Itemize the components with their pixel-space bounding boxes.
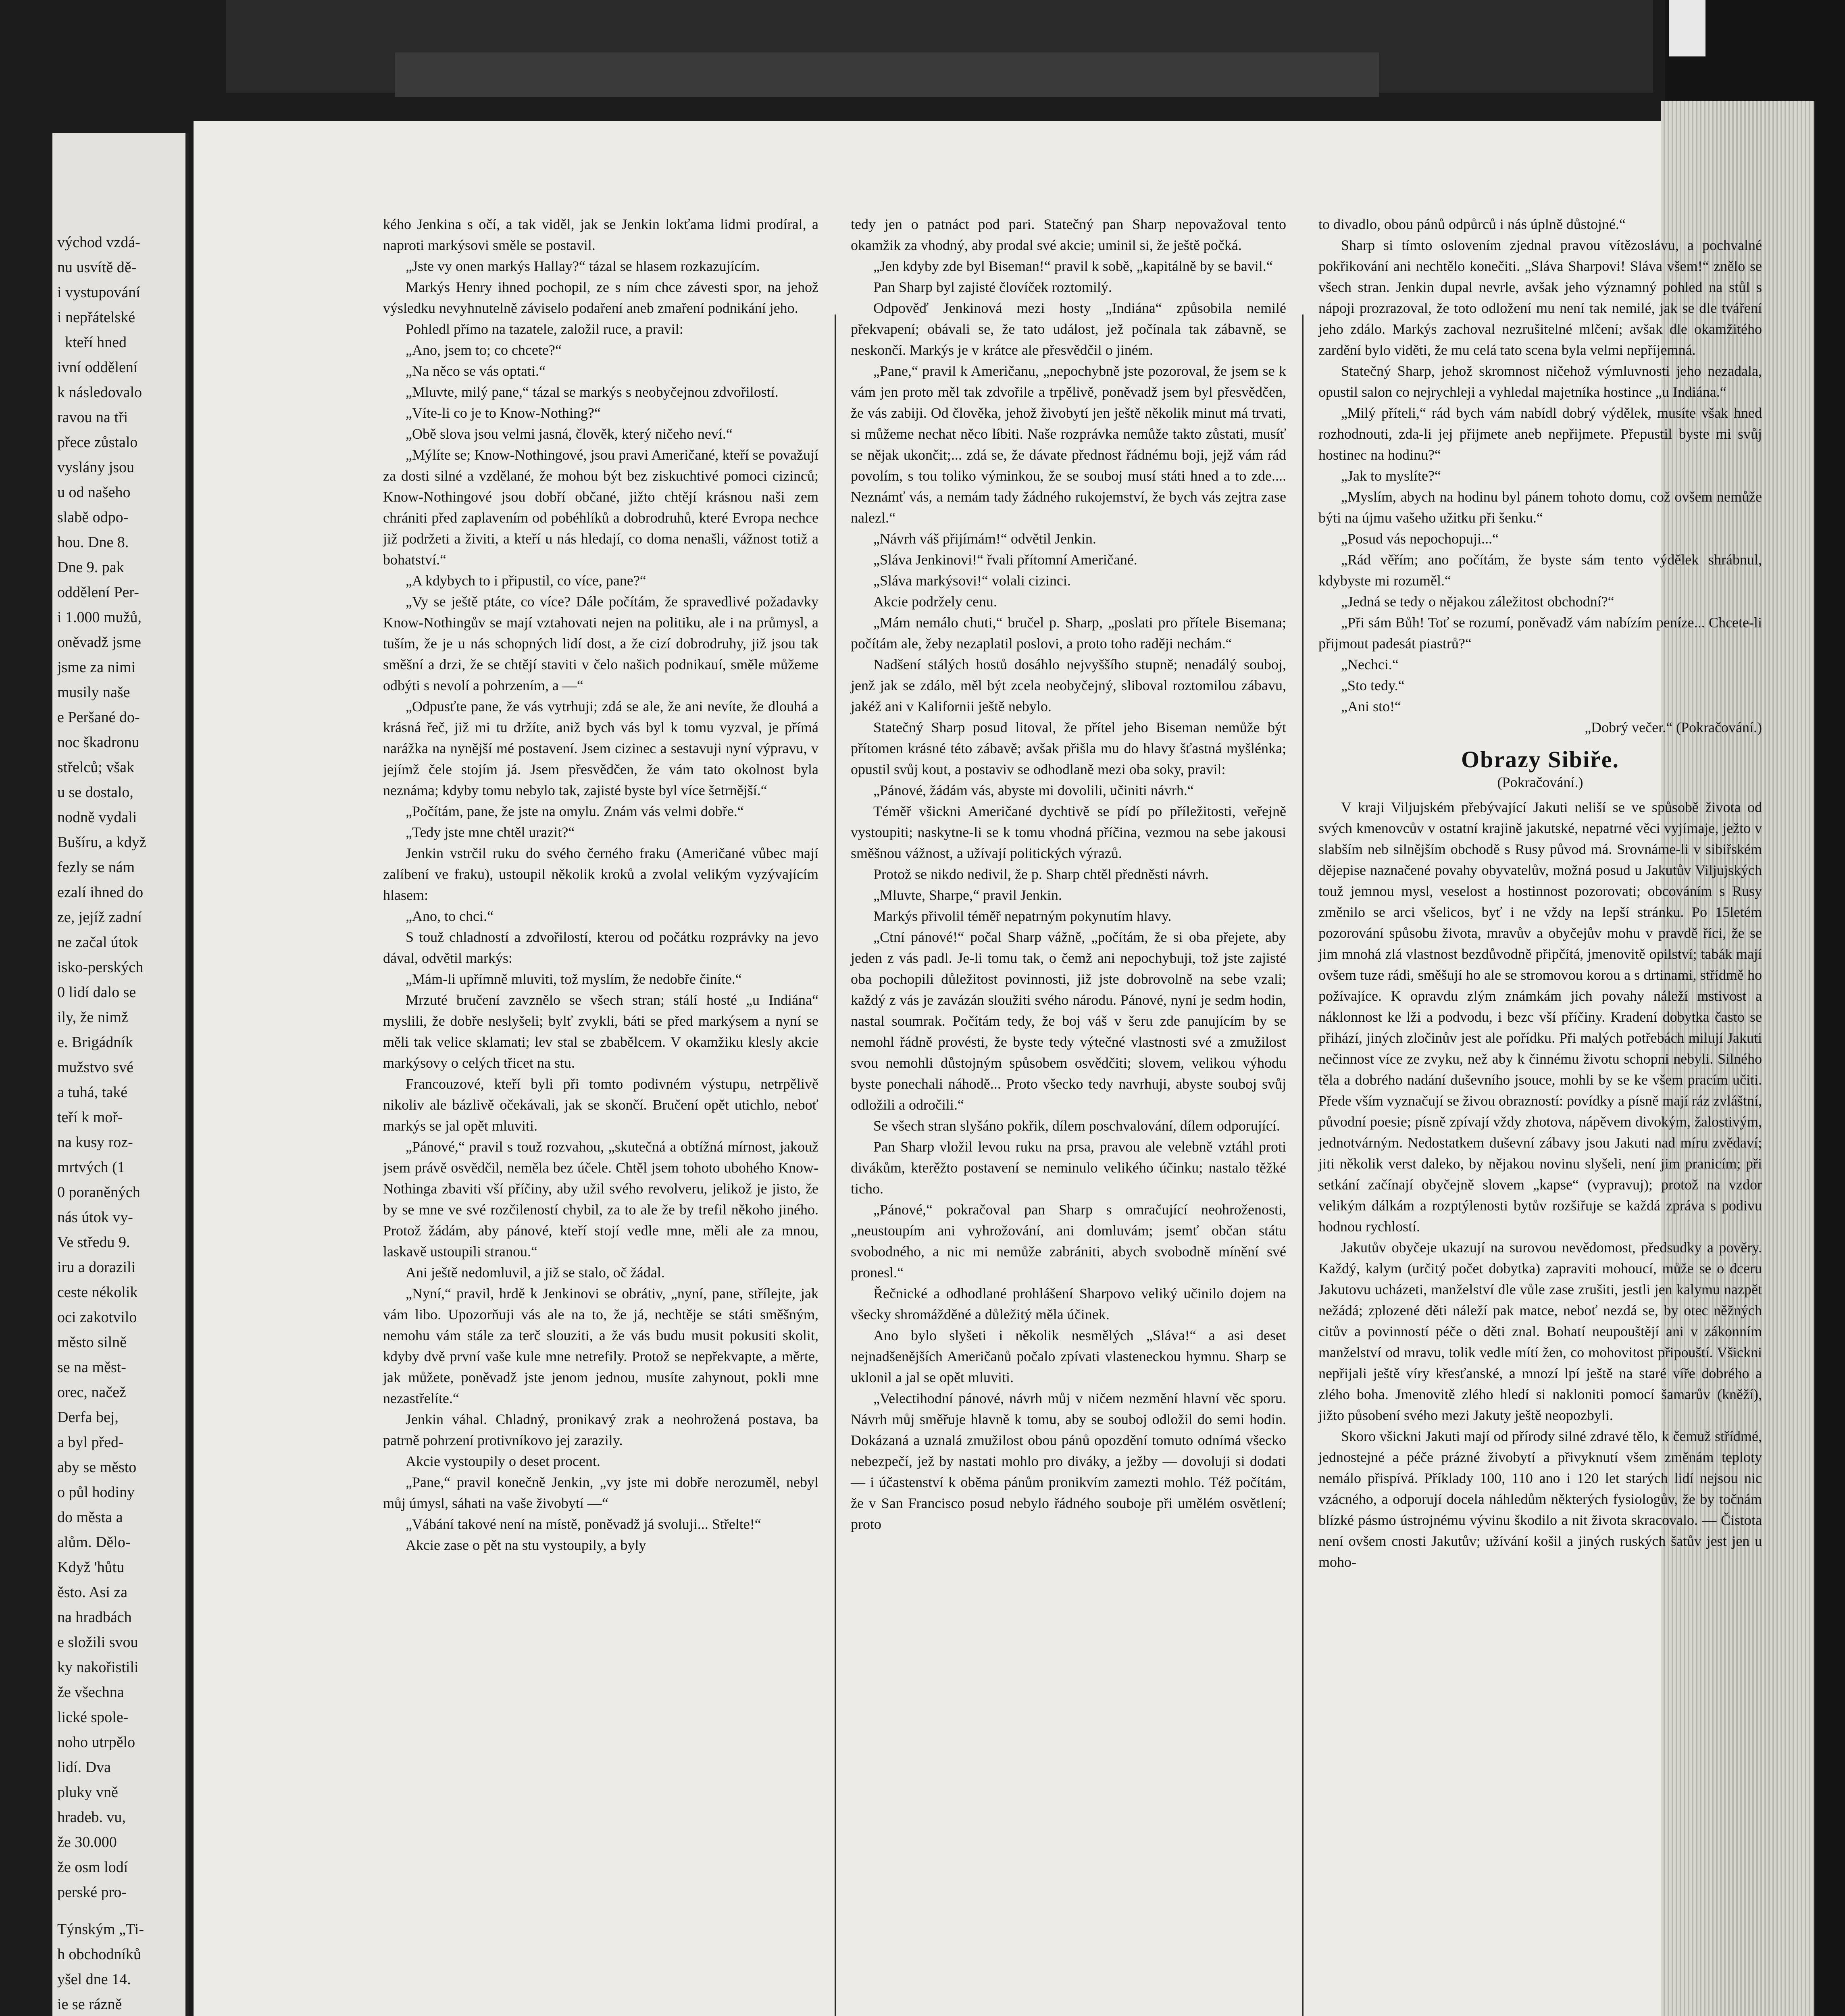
left-page-line: a tuhá, také	[57, 1084, 128, 1101]
paragraph: Akcie zase o pět na stu vystoupily, a byly	[406, 1537, 646, 1553]
paragraph: „Pane,“ pravil konečně Jenkin, „vy jste mi dobře nerozuměl, nebyl můj úmysl, sáhati na vaše živobytí —“	[383, 1474, 818, 1511]
left-page-line: e složili svou	[57, 1634, 138, 1651]
column-3-story	[1318, 214, 1762, 738]
paragraph: Akcie vystoupily o deset procent.	[406, 1453, 600, 1469]
paragraph: „Obě slova jsou velmi jasná, člověk, který ničeho neví.“	[406, 426, 733, 442]
column-3-article	[1318, 797, 1762, 1572]
left-page-line: Bušíru, a když	[57, 834, 146, 851]
left-page-line: teří k moř-	[57, 1109, 123, 1126]
white-corner	[1669, 0, 1705, 56]
left-page-line: ze, jejíž zadní	[57, 909, 142, 926]
paragraph: V kraji Viljujském přebývající Jakuti neliší se ve spůsobě života od svých kmenovcův v ostatní krajině jakutské, nepatrné věci vyjímaje, ježto v slabším neb silnějším obchodě s Rusy původ má. Srovnáme-li v sibiřském dějepise naznačené povahy obyvatelův, možná posud u Jakutův Viljujských touž jemnou mysl, veselost a hostinnost pozorovati; obcováním s Rusy změnilo se arci všelicos, byť i ne vždy na lepší stránku. Po 15letém pozorování spůsobu života, mravův a obyčejův mohu v pravdě říci, že se jim mnohá zlá vlastnost bezdůvodně připčítá, jmenovitě opilství; tabák mají ovšem tuze rádi, směšují ho ale se stromovou korou a s drtinami, střídmě ho požívajíce. K opravdu zlým známkám jich povahy náleží mstivost a náklonnost ke lži a podvodu, i bezc vší příčiny. Kradení dobytka často se přihází, jiných zločinův jest ale pořídku. Při malých potřebách milují Jakuti nečinnost více ze zvyku, než aby k činnému životu schopni nebyli. Silného těla a dobrého nadání duševního jsouce, mohli by se ke všem pracím učiti. Přede vším vyznačují se živou obrazností: povídky a písně mají ráz zvláštní, původní poesie; písně zpívají vždy zhotova, nápěvem divokým, žalostivým, jednotvárným. Nedostatkem duševní zábavy jsou Jakuti nad míru zvědaví; jiti několik verst daleko, by nějakou novinu slyšeli, není jim pranicím; při setkání začínají obyčejně slovem „kapse“ (vypravuj); protož na vzdor velikým dálkám a rozptýlenosti bytův rozšiřuje se každá zpráva s podivu hodnou rychlostí.	[1318, 799, 1762, 1235]
left-page-line: východ vzdá-	[57, 234, 140, 251]
left-page-line: hou. Dne 8.	[57, 534, 129, 551]
paragraph: „A kdybych to i připustil, co více, pane?“	[406, 573, 646, 589]
left-page-line: ezalí ihned do	[57, 884, 144, 901]
paragraph: Protož se nikdo nedivil, že p. Sharp chtěl předněsti návrh.	[873, 866, 1209, 882]
column-1	[383, 214, 818, 1556]
newspaper-page	[194, 121, 1762, 2016]
section-heading: Obrazy Sibiře.	[1461, 746, 1620, 773]
paragraph: Sharp si tímto oslovením zjednal pravou vítězoslávu, a pochvalné pokřikování ani nechtělo konečiti. „Sláva Sharpovi! Sláva všem!“ znělo se všech stran. Jenkin dupal nevrle, avšak jeho významný pohled na stůl s nápoji prozrazoval, že toto odložení mu není tak nemilé, jak se dle tváření jeho zdálo. Markýs zachoval nezrušitelné mlčení; avšak dle okamžitého zardění bylo viděti, že mu celá tato scena byla velmi nepříjemná.	[1318, 237, 1762, 358]
paragraph: Jenkin váhal. Chladný, pronikavý zrak a neohrožená postava, ba patrně pohrzení protivníkovo jej zarazily.	[383, 1411, 818, 1448]
paragraph: „Počítám, pane, že jste na omylu. Znám vás velmi dobře.“	[406, 803, 744, 819]
left-page-line: noc škadronu	[57, 734, 140, 751]
left-page-line: i nepřátelské	[57, 309, 135, 326]
left-page-line: e. Brigádník	[57, 1034, 133, 1051]
left-page-text-upper	[57, 230, 189, 2016]
left-page-line: e Peršané do-	[57, 709, 140, 726]
paragraph: Pohledl přímo na tazatele, založil ruce, a pravil:	[406, 321, 683, 337]
paragraph: „Pane,“ pravil k Američanu, „nepochybně jste pozoroval, že jsem se k vám jen proto měl tak zdvořile a trpělivě, poněvadž jsem byl přesvědčen, že vás zabiji. Od člověka, jehož živobytí jen ještě několik minut má trvati, si můžeme nechat něco líbiti. Naše rozprávka nemůže takto zůstati, musíť se nějak ukončit;... zdá se, že dávate přednost řádnému boji, jejž vám rád povolím, s tou toliko výminkou, že se souboj musí státi hned a to zde.... Neznámť vás, a nemám tady žádného rukojemství, že bych vás zejtra zase nalezl.“	[851, 363, 1286, 526]
paragraph: „Mluvte, Sharpe,“ pravil Jenkin.	[873, 887, 1062, 903]
paragraph: kého Jenkina s očí, a tak viděl, jak se Jenkin lokťama lidmi prodíral, a naproti markýsovi směle se postavil.	[383, 216, 818, 253]
left-page-line: Ve středu 9.	[57, 1234, 130, 1251]
paragraph: „Posud vás nepochopuji...“	[1341, 531, 1499, 547]
paragraph: Akcie podržely cenu.	[873, 594, 997, 610]
paragraph: „Nechci.“	[1341, 656, 1399, 673]
left-page-line: lické spole-	[57, 1709, 129, 1726]
paragraph: „Dobrý večer.“ (Pokračování.)	[1585, 719, 1762, 735]
left-page-line: musily naše	[57, 684, 130, 701]
column-3	[1318, 214, 1762, 1572]
paragraph: Markýs přivolil téměř nepatrným pokynutím hlavy.	[873, 908, 1172, 924]
left-page-line: ie se rázně	[57, 1996, 122, 2013]
paragraph: Jakutův obyčeje ukazují na surovou nevědomost, předsudky a pověry. Každý, kalym (určitý počet dobytka) zapraviti mohoucí, může se o dceru Jakutovu ucházeti, manželství dle vůle zase zrušiti, jestli jen kalymu nazpět nežádá; zplozené děti náleží pak matce, neboť nezdá se, by otec něžných citův a povinností péče o děti znal. Bohatí neupouštějí ani v zákonním manželství od mravu, tolik vedle mítí žen, co mohovitost připouští. Všickni nepřijali ještě víry křesťanské, a mnozí lpí ještě na staré víře dobrého a zlého boha. Jmenovitě zlého hledí si nakloniti pomocí šamarův (kněží), jižto působení svého mezi Jakuty ještě neopozbyli.	[1318, 1239, 1762, 1423]
left-page-line: se na měst-	[57, 1359, 126, 1376]
left-page-line: a byl před-	[57, 1434, 124, 1451]
top-board-plank	[395, 52, 1379, 97]
paragraph: „Jak to myslíte?“	[1341, 468, 1441, 484]
left-page-line: u se dostalo,	[57, 784, 133, 801]
column-2	[851, 214, 1286, 1535]
left-page-line: oddělení Per-	[57, 584, 139, 601]
paragraph: „Jen kdyby zde byl Biseman!“ pravil k sobě, „kapitálně by se bavil.“	[873, 258, 1273, 274]
left-page-line: slabě odpo-	[57, 509, 129, 526]
paragraph: „Vy se ještě ptáte, co více? Dále počítám, že spravedlivé požadavky Know-Nothingův se mají vztahovati nejen na politiku, ale i na průmysl, a tuším, že je u nás schopných lidí dost, a že cizí dobrodruhy, již jsou tak směšní a drzi, že se chtějí staviti v čelo našich podnikauí, směle můžeme odbýti s nevolí a pohrzením, a —“	[383, 594, 818, 694]
left-page-line: iru a dorazili	[57, 1259, 136, 1276]
paragraph: „Pánové,“ pravil s touž rozvahou, „skutečná a obtížná mírnost, jakouž jsem právě osvědčil, neměla bez účele. Chtěl jsem tohoto ubohého Know-Nothinga zbaviti vší příčiny, aby užil svého revolveru, jelikož je jisto, že by se mne ve své rozčileností chybil, za to ale že by trefil někoho jiného. Protož žádám, aby pánové, kteří stojí vedle mne, měli ale za mnou, laskavě ustoupili stranou.“	[383, 1139, 818, 1260]
paragraph: „Jste vy onen markýs Hallay?“ tázal se hlasem rozkazujícím.	[406, 258, 760, 274]
paragraph: „Velectihodní pánové, návrh můj v ničem nezmění hlavní věc sporu. Návrh můj směřuje hlavně k tomu, aby se souboj odložil do semi hodin. Dokázaná a uznalá zmužilost obou pánů opozdění tomuto odnímá všecko nebezpečí, jež by nastati mohlo pro diváky, a ježby — dovoluji si dodati — i účastenství k oběma pánům pronikvím zamezti mohlo. Též počítám, že v San Francisco posud nebylo řádného souboje při umělém osvětlení; proto	[851, 1390, 1286, 1532]
paragraph: „Na něco se vás optati.“	[406, 363, 546, 379]
left-page-line: i 1.000 mužů,	[57, 609, 142, 626]
paragraph: „Ano, to chci.“	[406, 908, 494, 924]
paragraph: „Jedná se tedy o nějakou záležitost obchodní?“	[1341, 594, 1614, 610]
paragraph: Ano bylo slyšeti i několik nesmělých „Sláva!“ a asi deset nejnadšenějších Američanů počalo zpívati vlasteneckou hymnu. Sharp se uklonil a jal se opět mluviti.	[851, 1327, 1286, 1385]
paragraph: „Mám-li upřímně mluviti, tož myslím, že nedobře činíte.“	[406, 971, 742, 987]
paragraph: „Ani sto!“	[1341, 698, 1401, 714]
left-page-line: 0 lidí dalo se	[57, 984, 136, 1001]
left-page-line: lidí. Dva	[57, 1759, 111, 1776]
column-rule	[835, 314, 836, 2016]
left-page-line: nu usvítě dě-	[57, 259, 137, 276]
left-page-line: mužstvo své	[57, 1059, 133, 1076]
left-page-line: i vystupování	[57, 284, 140, 301]
column-rule	[1302, 314, 1304, 2016]
paragraph: Téměř všickni Američané dychtivě se pídí po příležitosti, veřejně vystoupiti; naskytne-li se k tomu vhodná příčina, vezmou na sebe jakousi směšnou vážnost, a užívají politických výrazů.	[851, 803, 1286, 861]
paragraph: Statečný Sharp, jehož skromnost ničehož výmluvnosti jeho nezadala, opustil salon co nejrychleji a vyhledal majetníka hostince „u Indiána.“	[1318, 363, 1762, 400]
paragraph: Pan Sharp vložil levou ruku na prsa, pravou ale velebně vztáhl proti divákům, kterěžto postavení se neminulo velikého účinku; nastalo těžké ticho.	[851, 1139, 1286, 1197]
paragraph: „Mluvte, milý pane,“ tázal se markýs s neobyčejnou zdvořilostí.	[406, 384, 779, 400]
left-page-line: u od našeho	[57, 484, 131, 501]
left-neighbour-page	[52, 133, 189, 2016]
left-page-line: že 30.000	[57, 1834, 117, 1851]
left-page-line: oci zakotvilo	[57, 1309, 137, 1326]
paragraph: „Odpusťte pane, že vás vytrhuji; zdá se ale, že ani nevíte, že dlouhá a krásná řeč, již mi tu držíte, aniž bych vás byl k tomu vyzval, je přímá narážka na nynější mé postavení. Jsem cizinec a sestavuji nyní výpravu, v jejímž čele stojím já. Jsem přesvědčen, že vám tato okolnost byla neznáma; kdyby tomu nebylo tak, zajisté byste byl více šetrnější.“	[383, 698, 818, 798]
paragraph: Řečnické a odhodlané prohlášení Sharpovo veliký učinilo dojem na všecky shromážděné a důležitý měla účinek.	[851, 1285, 1286, 1322]
paragraph: „Milý příteli,“ rád bych vám nabídl dobrý výdělek, musíte však hned rozhodnouti, zda-li jej přijmete aneb nepřijmete. Přepustil byste mi svůj hostinec na hodinu?“	[1318, 405, 1762, 463]
paragraph: S touž chladností a zdvořilostí, kterou od počátku rozprávky na jevo dával, odvětil markýs:	[383, 929, 818, 966]
paragraph: „Pánové,“ pokračoval pan Sharp s omračující neohroženosti, „neustoupím ani vyhrožování, ani domluvám; jsemť občan státu svobodného, a nic mi nemůže zabrániti, abych svobodně mínění své pronesl.“	[851, 1202, 1286, 1281]
paragraph: to divadlo, obou pánů odpůrců i nás úplně důstojné.“	[1318, 216, 1626, 232]
paragraph: Se všech stran slyšáno pokřik, dílem poschvalování, dílem odporující.	[873, 1118, 1280, 1134]
left-page-line: ne začal útok	[57, 934, 138, 951]
left-page-line: alům. Dělo-	[57, 1534, 131, 1551]
paragraph: „Vábání takové není na místě, poněvadž já svoluji... Střelte!“	[406, 1516, 761, 1532]
paragraph: „Sláva markýsovi!“ volali cizinci.	[873, 573, 1071, 589]
left-page-line: k následovalo	[57, 384, 142, 401]
paragraph: „Návrh váš přijímám!“ odvětil Jenkin.	[873, 531, 1096, 547]
left-page-line: Týnským „Ti-	[57, 1921, 144, 1938]
paragraph: „Při sám Bůh! Toť se rozumí, poněvadž vám nabízím peníze... Chcete-li přijmout padesát piastrů?“	[1318, 614, 1762, 652]
paragraph: „Nyní,“ pravil, hrdě k Jenkinovi se obrátiv, „nyní, pane, střílejte, jak vám libo. Upozorňuji vás ale na to, že já, nechtěje se státi směšným, nemohu vám stále za terč slouziti, a že vás budu musit pokusiti skolit, kdyby dvě první vaše kule mne netrefily. Protož se nepřekvapte, a měrte, jak můžete, poněvadž jste jenom jednou, musíte zahynout, pokli mne nezastřelíte.“	[383, 1285, 818, 1406]
paragraph: Ani ještě nedomluvil, a již se stalo, oč žádal.	[406, 1264, 665, 1281]
left-page-text-middle	[57, 1917, 189, 2016]
left-page-line: perské pro-	[57, 1884, 127, 1901]
left-page-line: ivní oddělení	[57, 359, 138, 376]
paragraph: „Sto tedy.“	[1341, 677, 1405, 694]
paragraph: Mrzuté bručení zavznělo se všech stran; stálí hosté „u Indiána“ myslili, že dobře neslyšeli; bylť zvykli, báti se před markýsem a nyní se měli tak velice sklamati; lev stal se zbabělcem. V okamžiku klesly akcie markýsovy o celých třicet na stu.	[383, 992, 818, 1071]
left-page-line: že osm lodí	[57, 1859, 128, 1876]
left-page-line: oněvadž jsme	[57, 634, 141, 651]
left-page-line: noho utrpělo	[57, 1734, 135, 1751]
left-page-line: mrtvých (1	[57, 1159, 125, 1176]
paragraph: tedy jen o patnáct pod pari. Statečný pan Sharp nepovažoval tento okamžik za vhodný, aby prodal své akcie; uminil si, že ještě počká.	[851, 216, 1286, 253]
left-page-line: kteří hned	[57, 334, 127, 351]
paragraph: Markýs Henry ihned pochopil, ze s ním chce závesti spor, na jehož výsledku nevyhnutelně záviselo podaření aneb zmaření podnikání jeho.	[383, 279, 818, 316]
paragraph: „Ano, jsem to; co chcete?“	[406, 342, 562, 358]
paragraph: „Mýlíte se; Know-Nothingové, jsou pravi Američané, kteří se považují za dosti silné a vzdělané, že mohou být bez ziskuchtivé pomoci cizinců; Know-Nothingové jsou dobří občané, jižto chtějí krásnou naši zem chrániti před zaplavením od pobéhlíků a dobrodruhů, které Evropa nechce již podržeti a živiti, a kteří u nás hledají, co doma nenašli, vážnost totiž a bohatství.“	[383, 447, 818, 568]
paragraph: „Rád věřím; ano počítám, že byste sám tento výdělek shrábnul, kdybyste mi rozuměl.“	[1318, 552, 1762, 589]
paragraph: Pan Sharp byl zajisté človíček roztomilý.	[873, 279, 1112, 295]
left-page-line: ily, že nimž	[57, 1009, 128, 1026]
left-page-line: ravou na tři	[57, 409, 128, 426]
paragraph: „Tedy jste mne chtěl urazit?“	[406, 824, 575, 840]
paragraph: „Pánové, žádám vás, abyste mi dovolili, učiniti návrh.“	[873, 782, 1194, 798]
paragraph: Skoro všickni Jakuti mají od přírody silné zdravé tělo, k čemuž střídmé, jednostejné a péče prázné živobytí a přivyknutí všem změnám teploty nemálo přispívá. Příklady 100, 110 ano i 120 let starých lidí nejsou nic vzácného, a odporují docela náhledům některých fysiologův, že by točnám blízké pásmo ústrojnému vývinu škodilo a nit života skracovalo. — Čistota není ovšem cnosti Jakutův; užívání košil a jiných ruských šatův jest jen u moho-	[1318, 1428, 1762, 1570]
paragraph: Francouzové, kteří byli při tomto podivném výstupu, netrpělivě nikoliv ale bázlivě očekávali, jak se skončí. Bručení opět utichlo, neboť markýs se jal opět mluviti.	[383, 1076, 818, 1134]
left-page-line: že všechna	[57, 1684, 124, 1701]
left-page-line: vyslány jsou	[57, 459, 135, 476]
left-page-line: ceste nékolik	[57, 1284, 138, 1301]
left-page-line: město silně	[57, 1334, 127, 1351]
left-page-line: Derfa bej,	[57, 1409, 119, 1426]
paragraph: „Víte-li co je to Know-Nothing?“	[406, 405, 601, 421]
left-page-line: hradeb. vu,	[57, 1809, 126, 1826]
paragraph: Statečný Sharp posud litoval, že přítel jeho Biseman nemůže být přítomen krásné této zábavě; avšak přišla mu do hlavy šťastná myšlénka; opustil svůj kout, a postaviv se odhodlaně mezi oba soky, pravil:	[851, 719, 1286, 777]
left-page-line: h obchodníků	[57, 1946, 141, 1963]
left-page-line: jsme za nimi	[57, 659, 136, 676]
paragraph: Jenkin vstrčil ruku do svého černého fraku (Američané vůbec mají zalíbení ve fraku), ustoupil několik kroků a zvolal velikým vyzývajícím hlasem:	[383, 845, 818, 903]
left-page-line: fezly se nám	[57, 859, 135, 876]
paragraph: „Myslím, abych na hodinu byl pánem tohoto domu, což ovšem nemůže býti na újmu vašeho užitku při šenku.“	[1318, 489, 1762, 526]
left-page-line: nodně vydali	[57, 809, 137, 826]
paragraph: „Mám nemálo chuti,“ bručel p. Sharp, „poslati pro přítele Bisemana; počítám ale, žeby nezaplatil poslovi, a proto toho raději nechám.“	[851, 614, 1286, 652]
left-page-line: do města a	[57, 1509, 123, 1526]
left-page-line: na kusy roz-	[57, 1134, 133, 1151]
left-page-line: přece zůstalo	[57, 434, 138, 451]
paragraph: Odpověď Jenkinová mezi hosty „Indiána“ způsobila nemilé překvapení; obávali se, že tato událost, jež počínala tak zábavně, se neskončí. Markýs je v krátce ale přesvědčil o jiném.	[851, 300, 1286, 358]
left-page-line: isko-perských	[57, 959, 144, 976]
section-subheading: (Pokračování.)	[1497, 774, 1583, 790]
left-page-line: ky nakořistili	[57, 1659, 139, 1676]
left-page-line: na hradbách	[57, 1609, 132, 1626]
paragraph: „Ctní pánové!“ počal Sharp vážně, „počítám, že si oba přejete, aby jeden z vás padl. Je-li tomu tak, o čemž ani nepochybuji, tož jste zajisté oba pochopili důležitost povinnosti, již jste dobrovolně na sebe vzali; každý z vás je zavázán sloužiti svého národu. Pánové, nyní je sedm hodin, nastal soumrak. Počítám tedy, že boj váš v šeru zde panujícím by se nemohl řádně provésti, že byste tedy výtečné vlastnosti své a zmužilost svou nemohli důstojným spůsobem osvědčiti; slovem, velikou výhodu byste ponechali náhodě... Proto všecko tedy navrhuji, abyste souboj svůj odložili a odročili.“	[851, 929, 1286, 1113]
paragraph: „Sláva Jenkinovi!“ řvali přítomní Američané.	[873, 552, 1137, 568]
left-page-line: orec, načež	[57, 1384, 126, 1401]
left-page-line: ěsto. Asi za	[57, 1584, 128, 1601]
left-page-line: 0 poraněných	[57, 1184, 140, 1201]
left-page-line: Dne 9. pak	[57, 559, 124, 576]
left-page-line: aby se město	[57, 1459, 137, 1476]
left-page-line: pluky vně	[57, 1784, 118, 1801]
paragraph: Nadšení stálých hostů dosáhlo nejvyššího stupně; nenadálý souboj, jenž jak se zdálo, měl být zcela neobyčejný, sliboval roztomilou zábavu, jakéž ani v Kalifornii ještě nebylo.	[851, 656, 1286, 714]
left-page-line: yšel dne 14.	[57, 1971, 131, 1988]
left-page-line: střelců; však	[57, 759, 135, 776]
left-page-line: Když 'hůtu	[57, 1559, 125, 1576]
left-page-line: nás útok vy-	[57, 1209, 133, 1226]
left-page-line: o půl hodiny	[57, 1484, 135, 1501]
